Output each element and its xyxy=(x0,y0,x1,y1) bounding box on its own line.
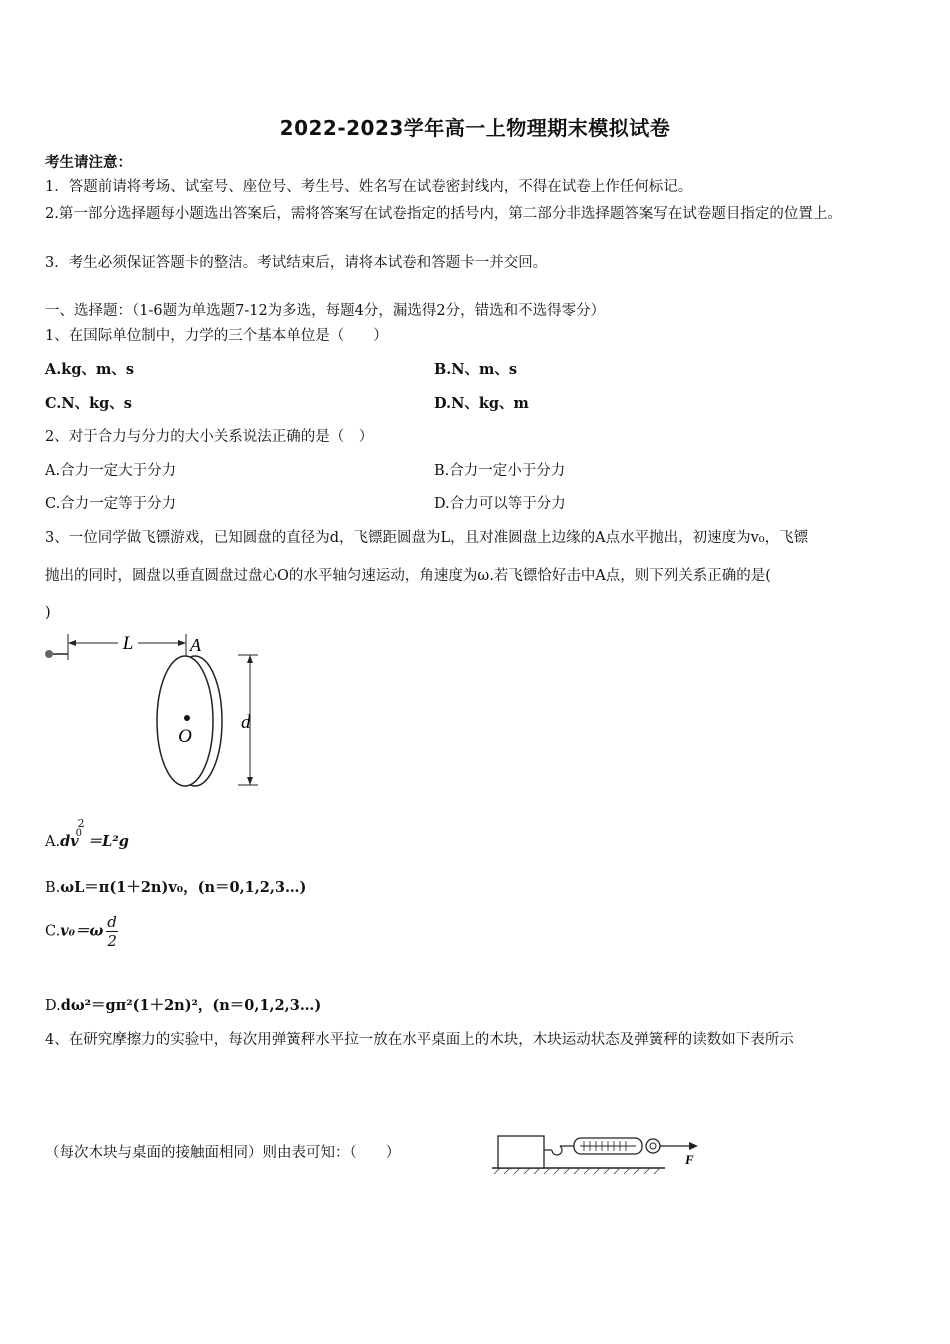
page-title: 2022-2023学年高一上物理期末模拟试卷 xyxy=(279,116,671,140)
label-A: A xyxy=(190,635,201,655)
q1-option-a: A.kg、m、s xyxy=(45,361,134,378)
q3-option-b: B.ωL＝π(1＋2n)v₀，(n＝0,1,2,3…) xyxy=(45,879,307,896)
notice-item-3: 3．考生必须保证答题卡的整洁。考试结束后，请将本试卷和答题卡一并交回。 xyxy=(45,255,548,271)
q3-option-d: D.dω²＝gπ²(1＋2n)²，(n＝0,1,2,3…) xyxy=(45,997,322,1014)
q3-stem-line1: 3、一位同学做飞镖游戏，已知圆盘的直径为d，飞镖距圆盘为L，且对准圆盘上边缘的A点水平抛出，初速度为v₀，飞镖 xyxy=(45,530,809,546)
q1-stem: 1、在国际单位制中，力学的三个基本单位是（ ） xyxy=(45,328,388,344)
label-F: F xyxy=(685,1152,694,1167)
force-arrow-icon xyxy=(689,1142,698,1150)
dart-icon xyxy=(45,650,53,658)
q1-option-c: C.N、kg、s xyxy=(45,395,132,412)
q3-stem-line2: 抛出的同时，圆盘以垂直圆盘过盘心O的水平轴匀速运动，角速度为ω.若飞镖恰好击中A点，则下列关系正确的是( xyxy=(45,568,771,584)
notice-item-1: 1．答题前请将考场、试室号、座位号、考生号、姓名写在试卷密封线内，不得在试卷上作任何标记。 xyxy=(45,179,693,195)
section-heading: 一、选择题：（1-6题为单选题7-12为多选，每题4分，漏选得2分，错选和不选得零分） xyxy=(45,303,606,319)
q1-option-d: D.N、kg、m xyxy=(434,395,529,412)
q4-stem: 4、在研究摩擦力的实验中，每次用弹簧秤水平拉一放在水平桌面上的木块，木块运动状态及弹簧秤的读数如下表所示 xyxy=(45,1032,794,1048)
spring-scale-figure xyxy=(490,1128,705,1176)
q3-stem-line3: ) xyxy=(45,605,51,621)
q4-stem-line2: （每次木块与桌面的接触面相同）则由表可知：（ ） xyxy=(45,1145,401,1161)
notice-heading: 考生请注意： xyxy=(45,154,132,171)
label-d: d xyxy=(241,712,251,733)
label-L: L xyxy=(122,633,134,654)
wood-block xyxy=(498,1136,544,1168)
q2-option-c: C.合力一定等于分力 xyxy=(45,496,177,512)
q2-option-a: A.合力一定大于分力 xyxy=(45,463,177,479)
q1-option-b: B.N、m、s xyxy=(434,361,518,378)
q3-option-c: C.v₀＝ω $\frac{d}{2}$ xyxy=(45,913,117,950)
q2-stem: 2、对于合力与分力的大小关系说法正确的是（ ） xyxy=(45,429,374,445)
label-O: O xyxy=(178,726,192,747)
disc-shape xyxy=(157,656,213,786)
q3-option-a: A.dv 2 0 ＝L²g xyxy=(45,817,129,850)
dart-disc-figure xyxy=(40,628,280,793)
q2-option-d: D.合力可以等于分力 xyxy=(434,496,566,512)
notice-item-2: 2.第一部分选择题每小题选出答案后，需将答案写在试卷指定的括号内，第二部分非选择题答案写在试卷题目指定的位置上。 xyxy=(45,206,842,222)
q2-option-b: B.合力一定小于分力 xyxy=(434,463,566,479)
